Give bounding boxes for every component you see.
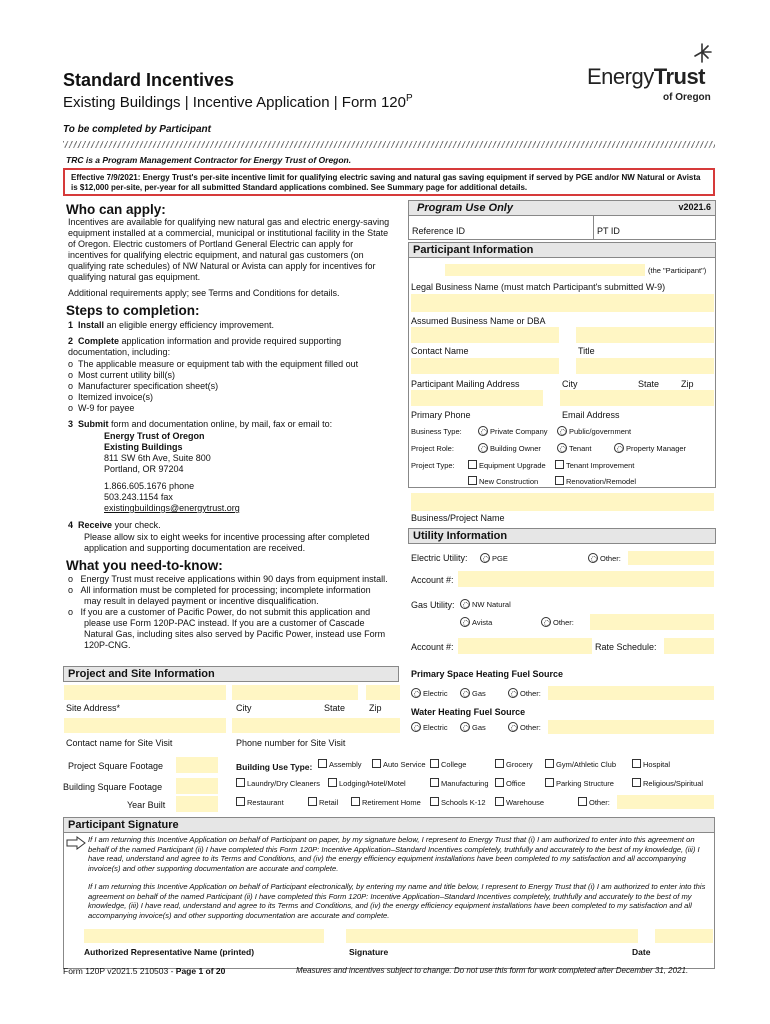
list-item: o All information must be completed for processing; incomplete information may result in delayed payment or incentive disqualification. <box>68 585 371 606</box>
heating-electric-radio[interactable]: Electric <box>411 688 448 698</box>
need-to-know-list <box>68 574 390 651</box>
contact-info <box>104 481 394 514</box>
building-owner-radio[interactable]: Building Owner <box>478 443 541 453</box>
use-other-input[interactable] <box>617 795 714 809</box>
page-title: Standard Incentives <box>63 70 235 90</box>
new-construction-checkbox[interactable]: New Construction <box>468 476 538 486</box>
program-use-bar <box>408 200 716 216</box>
site-city-input[interactable] <box>232 685 358 700</box>
address-line: Existing Buildings <box>104 442 183 452</box>
utility-info-bar: Utility Information <box>408 528 716 544</box>
gas-account-label: Account #: <box>411 642 454 652</box>
steps-heading: Steps to completion: <box>66 303 200 318</box>
who-can-apply-heading: Who can apply: <box>66 202 166 217</box>
hatched-divider <box>63 141 715 148</box>
phone-number: 1.866.605.1676 phone <box>104 481 195 491</box>
arrow-right-icon <box>66 836 86 850</box>
email-label: Email Address <box>562 410 620 420</box>
logo-subtitle: of Oregon <box>663 92 711 103</box>
use-hospital-checkbox[interactable]: Hospital <box>632 759 670 769</box>
date-label: Date <box>632 947 651 957</box>
project-type-label: Project Type: <box>411 461 455 470</box>
contact-name-input[interactable] <box>411 358 559 374</box>
signature-input[interactable] <box>346 929 638 943</box>
email-link[interactable]: existingbuildings@energytrust.org <box>104 503 240 513</box>
city-label: City <box>562 379 578 389</box>
phone-label: Primary Phone <box>411 410 471 420</box>
list-item: o W-9 for payee <box>68 403 135 413</box>
pge-radio[interactable]: PGE <box>480 553 508 563</box>
state-label: State <box>638 379 660 389</box>
reference-id-label: Reference ID <box>412 226 466 236</box>
legal-name-label: Legal Business Name (must match Participant's submitted W-9) <box>411 282 666 292</box>
site-address-label: Site Address* <box>66 703 121 713</box>
water-electric-radio[interactable]: Electric <box>411 722 448 732</box>
public-government-radio[interactable]: Public/government <box>557 426 631 436</box>
participant-name-input[interactable] <box>445 264 645 276</box>
gas-other-radio[interactable]: Other: <box>541 617 574 627</box>
city-state-zip-input[interactable] <box>560 390 714 406</box>
site-phone-label: Phone number for Site Visit <box>236 738 346 748</box>
completed-by-note: To be completed by Participant <box>63 124 211 135</box>
building-sq-footage-input[interactable] <box>176 778 218 794</box>
mailing-address <box>104 431 394 475</box>
building-sq-footage-label: Building Square Footage <box>63 782 163 792</box>
property-manager-radio[interactable]: Property Manager <box>614 443 686 453</box>
footer-form-id: Form 120P v2021.5 210503 - Page 1 of 20 <box>63 966 226 976</box>
step-2-list <box>68 359 394 414</box>
use-religious-checkbox[interactable]: Religious/Spiritual <box>632 778 703 788</box>
site-contact-label: Contact name for Site Visit <box>66 738 173 748</box>
building-use-label: Building Use Type: <box>236 762 313 772</box>
use-auto-service-checkbox[interactable]: Auto Service <box>372 759 426 769</box>
title-input[interactable] <box>576 358 714 374</box>
renovation-checkbox[interactable]: Renovation/Remodel <box>555 476 636 486</box>
signature-paper-text: If I am returning this Incentive Application on behalf of Participant on paper, by my signature below, I represent to Energy Trust that (i) I am authorized to enter into this agreement on behalf of the named Participant (ii) I have completed this Form 120P: Incentive Application–Standard Incentives completely, truthfully and accurately to the best of my knowledge, (iii) I have read, understand and agree to its Terms and Conditions, and (iv) the energy efficiency equipment installations have been completed to my satisfaction and all accompanying invoice(s) and other supporting documentation are accurate and complete. <box>88 835 700 873</box>
signature-electronic-text: If I am returning this Incentive Application on behalf of Participant electronically, by entering my name and title below, I represent to Energy Trust that (i) I am authorized to enter into this agreement on behalf of the named Participant (ii) I have completed this Form 120P: Incentive Application–Standard Incentives completely, truthfully and accurately to the best of my knowledge, (iii) I have read, understand and agree to its Terms and Conditions, and (iv) the energy efficiency equipment installations have been completed to my satisfaction and all accompanying invoice(s) and other supporting documentation are accurate and complete. <box>88 882 706 920</box>
address-line: Energy Trust of Oregon <box>104 431 205 441</box>
step-1: 1 Install an eligible energy efficiency improvement. <box>68 320 274 330</box>
project-site-bar: Project and Site Information <box>63 666 399 682</box>
business-type-label: Business Type: <box>411 427 462 436</box>
project-sq-footage-input[interactable] <box>176 757 218 773</box>
list-item: o Most current utility bill(s) <box>68 370 176 380</box>
water-heating-label: Water Heating Fuel Source <box>411 707 526 717</box>
use-lodging-checkbox[interactable]: Lodging/Hotel/Motel <box>328 778 406 788</box>
address-line: 811 SW 6th Ave, Suite 800 <box>104 453 211 463</box>
avista-radio[interactable]: Avista <box>460 617 492 627</box>
site-state-label: State <box>324 703 346 713</box>
use-other-checkbox[interactable]: Other: <box>578 797 610 807</box>
program-use-label: Program Use Only <box>417 202 513 214</box>
private-company-radio[interactable]: Private Company <box>478 426 548 436</box>
address-line: Portland, OR 97204 <box>104 464 184 474</box>
year-built-label: Year Built <box>127 800 166 810</box>
electric-other-radio[interactable]: Other: <box>588 553 621 563</box>
use-retail-checkbox[interactable]: Retail <box>308 797 338 807</box>
heating-other-radio[interactable]: Other: <box>508 688 541 698</box>
gas-utility-label: Gas Utility: <box>411 600 455 610</box>
incentive-limit-notice: Effective 7/9/2021: Energy Trust's per-site incentive limit for qualifying electric saving and natural gas saving equipment if served by PGE and/or NW Natural or Avista is $12,000 per-site, per-year for all submitted Standard applications combined. See Summary page for additional details. <box>63 168 715 196</box>
program-use-box <box>408 216 716 240</box>
primary-heating-label: Primary Space Heating Fuel Source <box>411 669 564 679</box>
water-other-input[interactable] <box>548 720 714 734</box>
use-parking-checkbox[interactable]: Parking Structure <box>545 778 614 788</box>
use-schools-checkbox[interactable]: Schools K-12 <box>430 797 486 807</box>
electric-utility-label: Electric Utility: <box>411 553 468 563</box>
step-2: 2 Complete application information and provide required supporting documentation, including: <box>68 336 342 357</box>
page-subtitle: Existing Buildings | Incentive Application | Form $120^P$ <box>63 93 413 111</box>
nw-natural-radio[interactable]: NW Natural <box>460 599 511 609</box>
authorized-name-label: Authorized Representative Name (printed) <box>84 947 255 957</box>
site-zip-label: Zip <box>369 703 382 713</box>
electric-other-input[interactable] <box>628 551 714 565</box>
logo-wordmark: EnergyTrust <box>587 64 706 89</box>
use-retirement-checkbox[interactable]: Retirement Home <box>351 797 421 807</box>
rate-schedule-label: Rate Schedule: <box>595 642 657 652</box>
need-to-know-heading: What you need-to-know: <box>66 558 223 573</box>
site-zip-input[interactable] <box>366 685 400 700</box>
site-contact-input[interactable] <box>64 718 226 733</box>
fax-number: 503.243.1154 fax <box>104 492 173 502</box>
contact-name-label: Contact Name <box>411 346 469 356</box>
energy-trust-logo <box>587 40 717 110</box>
step-4: 4 Receive your check. <box>68 520 161 530</box>
gas-other-input[interactable] <box>590 614 714 630</box>
the-participant-label: (the "Participant") <box>648 266 707 275</box>
version-label: v2021.6 <box>678 202 711 212</box>
equipment-upgrade-checkbox[interactable]: Equipment Upgrade <box>468 460 546 470</box>
site-address-input[interactable] <box>64 685 226 700</box>
list-item: o Manufacturer specification sheet(s) <box>68 381 219 391</box>
authorized-name-input[interactable] <box>84 929 324 943</box>
title-label: Title <box>578 346 595 356</box>
participant-info-bar: Participant Information <box>408 242 716 258</box>
step-4-detail: Please allow six to eight weeks for incentive processing after completed application and supporting documentation are received. <box>84 532 370 553</box>
year-built-input[interactable] <box>176 796 218 812</box>
business-project-name-input[interactable] <box>411 493 714 511</box>
trc-note: TRC is a Program Management Contractor for Energy Trust of Oregon. <box>66 155 352 165</box>
list-item: o If you are a customer of Pacific Power, do not submit this application and please use Form 120P-PAC instead. If you are a customer of Cascade Natural Gas, including sites also served by Pacific Power, instead use Form 120P-CNG. <box>68 607 386 650</box>
heating-other-input[interactable] <box>548 686 714 700</box>
business-project-name-label: Business/Project Name <box>411 513 505 523</box>
list-item: o Energy Trust must receive applications within 90 days from equipment install. <box>68 574 388 584</box>
use-laundry-checkbox[interactable]: Laundry/Dry Cleaners <box>236 778 320 788</box>
mailing-address-label: Participant Mailing Address <box>411 379 520 389</box>
zip-label: Zip <box>681 379 694 389</box>
pt-id-label: PT ID <box>597 226 620 236</box>
use-college-checkbox[interactable]: College <box>430 759 466 769</box>
date-input[interactable] <box>655 929 713 943</box>
dba-input[interactable] <box>411 327 559 343</box>
list-item: o Itemized invoice(s) <box>68 392 154 402</box>
water-gas-radio[interactable]: Gas <box>460 722 486 732</box>
step-3: 3 Submit form and documentation online, by mail, fax or email to: <box>68 419 333 429</box>
mailing-address-input[interactable] <box>411 390 543 406</box>
tenant-improvement-checkbox[interactable]: Tenant Improvement <box>555 460 634 470</box>
signature-bar: Participant Signature <box>63 817 715 833</box>
use-restaurant-checkbox[interactable]: Restaurant <box>236 797 284 807</box>
use-gym-checkbox[interactable]: Gym/Athletic Club <box>545 759 616 769</box>
gas-account-input[interactable] <box>458 638 592 654</box>
who-can-apply-text: Incentives are available for qualifying new natural gas and electric energy-saving equipment installed at a commercial, municipal or institutional facility in the State of Oregon. Electric customers of Portland General Electric can apply for incentives for qualifying electric equipment, and natural gas customers (on qualifying rate schedules) of NW Natural or Avista can apply for incentives for qualifying natural gas equipment. <box>68 217 390 282</box>
heating-gas-radio[interactable]: Gas <box>460 688 486 698</box>
site-city-label: City <box>236 703 252 713</box>
project-sq-footage-label: Project Square Footage <box>68 761 164 771</box>
list-item: o The applicable measure or equipment tab with the equipment filled out <box>68 359 359 369</box>
additional-requirements-text: Additional requirements apply; see Terms and Conditions for details. <box>68 288 340 298</box>
use-warehouse-checkbox[interactable]: Warehouse <box>495 797 544 807</box>
electric-account-label: Account #: <box>411 575 454 585</box>
legal-name-input[interactable] <box>411 294 714 312</box>
project-role-label: Project Role: <box>411 444 454 453</box>
water-other-radio[interactable]: Other: <box>508 722 541 732</box>
rate-schedule-input[interactable] <box>664 638 714 654</box>
footer-disclaimer: Measures and incentives subject to change. Do not use this form for work completed after December 31, 2021. <box>296 966 689 975</box>
dba-label: Assumed Business Name or DBA <box>411 316 546 326</box>
tenant-radio[interactable]: Tenant <box>557 443 592 453</box>
use-grocery-checkbox[interactable]: Grocery <box>495 759 533 769</box>
use-assembly-checkbox[interactable]: Assembly <box>318 759 362 769</box>
use-office-checkbox[interactable]: Office <box>495 778 525 788</box>
signature-label: Signature <box>349 947 389 957</box>
use-manufacturing-checkbox[interactable]: Manufacturing <box>430 778 489 788</box>
electric-account-input[interactable] <box>458 571 714 587</box>
site-phone-input[interactable] <box>232 718 400 733</box>
dba-input-2[interactable] <box>576 327 714 343</box>
